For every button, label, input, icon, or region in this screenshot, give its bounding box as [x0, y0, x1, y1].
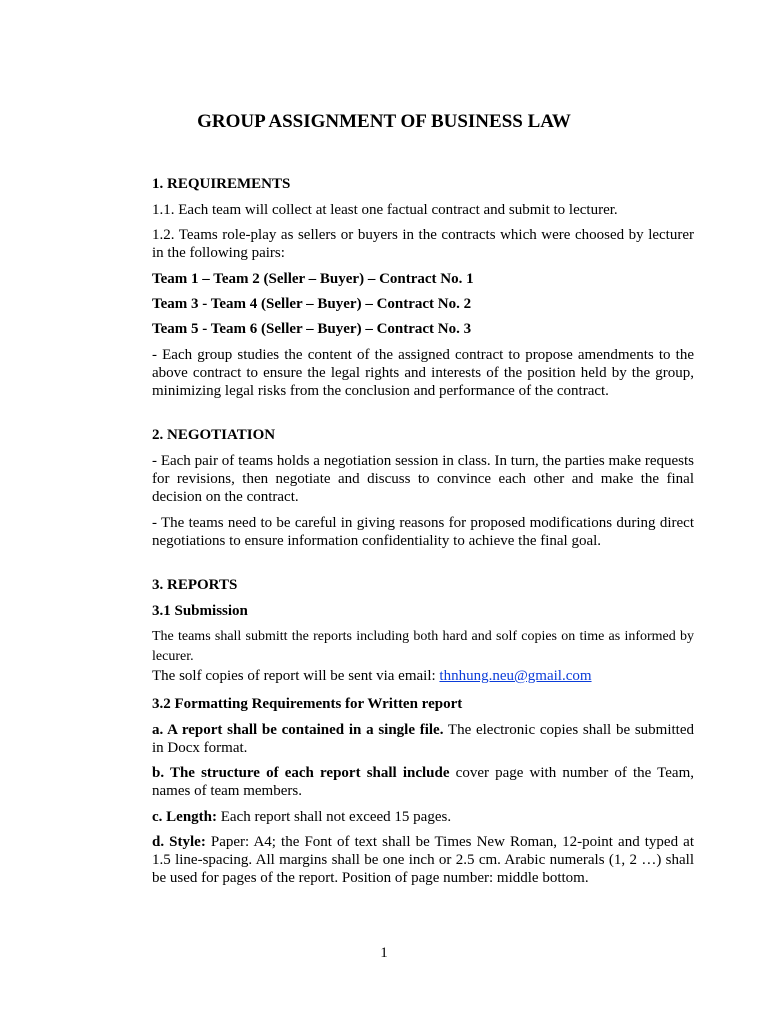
paragraph-submission: The teams shall submitt the reports including both hard and solf copies on time as informed by lecurer. [152, 629, 694, 664]
subheading-formatting: 3.2 Formatting Requirements for Written report [152, 696, 463, 712]
format-a-label: a. A report shall be contained in a single file. [152, 722, 444, 738]
paragraph-format-c [152, 808, 694, 826]
email-prefix: The solf copies of report will be sent via email: [152, 668, 440, 684]
section-heading-negotiation: 2. NEGOTIATION [152, 427, 276, 443]
paragraph-format-a [152, 721, 694, 757]
paragraph-negotiation-1: - Each pair of teams holds a negotiation session in class. In turn, the parties make requests for revisions, then negotiate and discuss to convince each other and make the final decision on the contract. [152, 453, 694, 505]
team-pair-2: Team 3 - Team 4 (Seller – Buyer) – Contract No. 2 [152, 296, 472, 312]
paragraph-negotiation-2: - The teams need to be careful in giving reasons for proposed modifications during direct negotiations to ensure information confidentiality to achieve the final goal. [152, 515, 694, 549]
format-d-label: d. Style: [152, 834, 206, 850]
format-c-text: Each report shall not exceed 15 pages. [217, 809, 452, 825]
team-pair-3: Team 5 - Team 6 (Seller – Buyer) – Contract No. 3 [152, 321, 472, 337]
document-title: GROUP ASSIGNMENT OF BUSINESS LAW [197, 111, 571, 132]
paragraph-amendments: - Each group studies the content of the assigned contract to propose amendments to the above contract to ensure the legal rights and interests of the position held by the group, minimizing legal risks from the conclusion and performance of the contract. [152, 347, 694, 399]
format-d-text: Paper: A4; the Font of text shall be Times New Roman, 12-point and typed at 1.5 line-spacing. All margins shall be one inch or 2.5 cm. Arabic numerals (1, 2 …) shall be used for pages of the report. Position of page number: middle bottom. [152, 834, 694, 886]
subheading-submission: 3.1 Submission [152, 603, 248, 619]
page-number: 1 [380, 945, 388, 961]
format-b-text: cover page with number of the Team, names of team members. [152, 765, 694, 799]
paragraph-1-1: 1.1. Each team will collect at least one factual contract and submit to lecturer. [152, 202, 618, 218]
section-heading-requirements: 1. REQUIREMENTS [152, 176, 291, 192]
format-a-text: The electronic copies shall be submitted in Docx format. [152, 722, 694, 756]
paragraph-email [152, 667, 694, 685]
paragraph-format-d [152, 833, 694, 887]
format-b-label: b. The structure of each report shall include [152, 765, 450, 781]
format-c-label: c. Length: [152, 809, 217, 825]
email-link[interactable]: thnhung.neu@gmail.com [439, 668, 592, 684]
team-pair-1: Team 1 – Team 2 (Seller – Buyer) – Contract No. 1 [152, 271, 474, 287]
paragraph-format-b [152, 764, 694, 800]
paragraph-1-2: 1.2. Teams role-play as sellers or buyers in the contracts which were choosed by lecturer in the following pairs: [152, 227, 694, 261]
section-heading-reports: 3. REPORTS [152, 577, 238, 593]
